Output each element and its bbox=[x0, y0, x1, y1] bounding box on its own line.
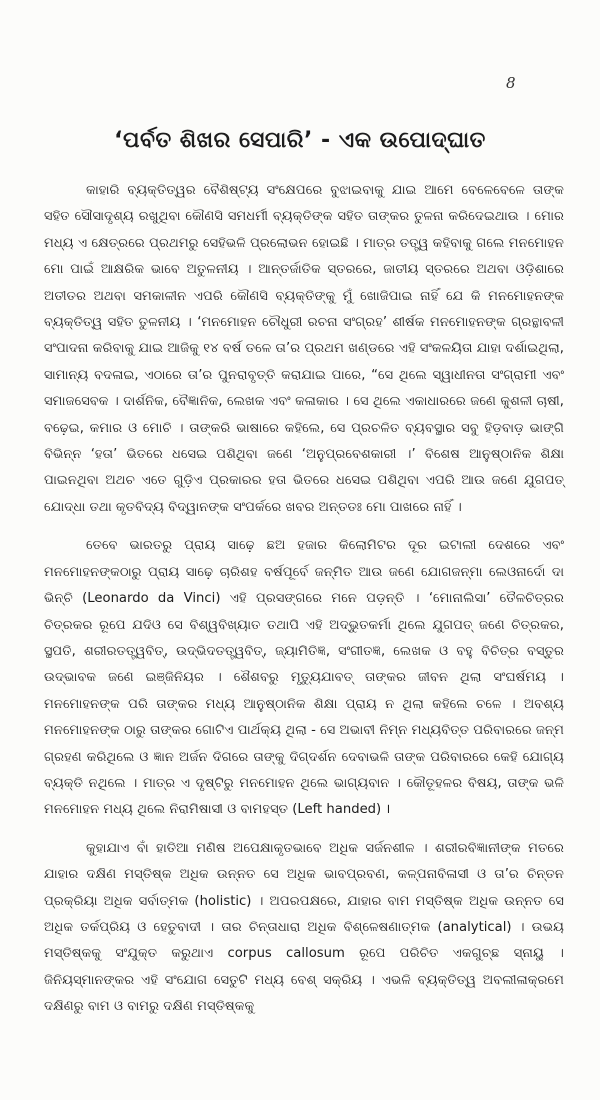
page-number: 8 bbox=[506, 74, 516, 92]
paragraph: ତେବେ ଭାରତରୁ ପ୍ରାୟ ସାଢ଼େ ଛଅ ହଜାର କିଲୋମିଟର ଦୂର ଇଟାଲୀ ଦେଶରେ ଏବଂ ମନମୋହନଙ୍କଠାରୁ ପ୍ରାୟ ସାଢ଼େ ଚାରିଶହ ବର୍ଷପୂର୍ବେ ଜନ୍ମିତ ଆଉ ଜଣେ ଯୋଗଜନ୍ମା ଲେଓନାର୍ଦୋ ଦା ଭିନ୍ଚି (Leonardo da Vinci) ଏହି ପ୍ରସଙ୍ଗରେ ମନେ ପଡ଼ନ୍ତି । ‘ମୋନାଲିସା’ ତୈଳଚିତ୍ରର ଚିତ୍ରକର ରୂପେ ଯଦିଓ ସେ ବିଶ୍ୱବିଖ୍ୟାତ ତଥାପି ଏହି ଅଦ୍ଭୁତକର୍ମା ଥିଲେ ଯୁଗପତ୍ ଜଣେ ଚିତ୍ରକର, ସ୍ଥପତି, ଶରୀରତତ୍ତ୍ୱବିତ୍, ଉଦ୍ଭିଦତତ୍ତ୍ୱବିତ୍, ଜ୍ୟାମିତିଜ୍ଞ, ସଂଗୀତଜ୍ଞ, ଲେଖକ ଓ ବହୁ ବିଚିତ୍ର ବସ୍ତୁର ଉଦ୍ଭାବକ ଜଣେ ଇଞ୍ଜିନିୟର । ଶୈଶବରୁ ମୃତ୍ୟୁଯାବତ୍ ତାଙ୍କର ଜୀବନ ଥିଲା ସଂଘର୍ଷମୟ । ମନମୋହନଙ୍କ ପରି ତାଙ୍କର ମଧ୍ୟ ଆନୁଷ୍ଠାନିକ ଶିକ୍ଷା ପ୍ରାୟ ନ ଥିଲା କହିଲେ ଚଳେ । ଅବଶ୍ୟ ମନମୋହନଙ୍କ ଠାରୁ ତାଙ୍କର ଗୋଟିଏ ପାର୍ଥକ୍ୟ ଥିଲା - ସେ ଅଭାବୀ ନିମ୍ନ ମଧ୍ୟବିତ୍ତ ପରିବାରରେ ଜନ୍ମ ଗ୍ରହଣ କରିଥିଲେ ଓ ଜ୍ଞାନ ଅର୍ଜନ ଦିଗରେ ତାଙ୍କୁ ଦିଗ୍‌ଦର୍ଶନ ଦେବାଭଳି ତାଙ୍କ ପରିବାରରେ କେହି ଯୋଗ୍ୟ ବ୍ୟକ୍ତି ନଥିଲେ । ମାତ୍ର ଏ ଦୃଷ୍ଟିରୁ ମନମୋହନ ଥିଲେ ଭାଗ୍ୟବାନ । କୌତୂହଳର ବିଷୟ, ତାଙ୍କ ଭଳି ମନମୋହନ ମଧ୍ୟ ଥିଲେ ନିରାମିଷାସୀ ଓ ବାମହସ୍ତ (Left handed) । bbox=[44, 538, 564, 818]
paragraph: କାହାରି ବ୍ୟକ୍ତିତ୍ୱର ବୈଶିଷ୍ଟ୍ୟ ସଂକ୍ଷେପରେ ବୁଝାଇବାକୁ ଯାଇ ଆମେ ବେଳେବେଳେ ତାଙ୍କ ସହିତ ସୌସାଦୃଶ୍ୟ ରଖୁଥିବା କୌଣସି ସମଧର୍ମୀ ବ୍ୟକ୍ତିଙ୍କ ସହିତ ତାଙ୍କର ତୁଳନା କରିଦେଇଥାଉ । ମୋର ମଧ୍ୟ ଏ କ୍ଷେତ୍ରରେ ପ୍ରଥମରୁ ସେହିଭଳି ପ୍ରଲୋଭନ ହୋଇଛି । ମାତ୍ର ତତ୍ତ୍ୱ କହିବାକୁ ଗଲେ ମନମୋହନ ମୋ ପାଇଁ ଆକ୍ଷରିକ ଭାବେ ଅତୁଳନୀୟ । ଆନ୍ତର୍ଜାତିକ ସ୍ତରରେ, ଜାତୀୟ ସ୍ତରରେ ଅଥବା ଓଡ଼ିଶାରେ ଅତୀତର ଅଥବା ସମକାଳୀନ ଏପରି କୌଣସି ବ୍ୟକ୍ତିଙ୍କୁ ମୁଁ ଖୋଜିପାଇ ନାହିଁ ଯେ କି ମନମୋହନଙ୍କ ବ୍ୟକ୍ତିତ୍ୱ ସହିତ ତୁଳନୀୟ । ‘ମନମୋହନ ଚୌଧୁରୀ ରଚନା ସଂଗ୍ରହ’ ଶୀର୍ଷକ ମନମୋହନଙ୍କ ଗ୍ରନ୍ଥାବଳୀ ସଂପାଦନା କରିବାକୁ ଯାଇ ଆଜିକୁ ୧୪ ବର୍ଷ ତଳେ ତା’ର ପ୍ରଥମ ଖଣ୍ଡରେ ଏହି ସଂକଳୟିତା ଯାହା ଦର୍ଶାଇଥିଲା, ସାମାନ୍ୟ ବଦଳାଇ, ଏଠାରେ ତା’ର ପୁନରାବୃତ୍ତି କରାଯାଇ ପାରେ, “ସେ ଥିଲେ ସ୍ୱାଧୀନତା ସଂଗ୍ରାମୀ ଏବଂ ସମାଜସେବକ । ଦାର୍ଶନିକ, ବୈଜ୍ଞାନିକ, ଲେଖକ ଏବଂ କଳାକାର । ସେ ଥିଲେ ଏକାଧାରରେ ଜଣେ କୁଶଳୀ ଚାଷୀ, ବଢ଼େଇ, କମାର ଓ ମୋଚି । ତାଙ୍କରି ଭାଷାରେ କହିଲେ, ସେ ପ୍ରଚଳିତ ବ୍ୟବସ୍ଥାର ସବୁ ହିଡ଼ବାଡ଼ ଭାଙ୍ଗି ବିଭିନ୍ନ ‘ହତା’ ଭିତରେ ଧସେଇ ପଶିଥିବା ଜଣେ ‘ଅନୁପ୍ରବେଶକାରୀ ।’ ବିଶେଷ ଆନୁଷ୍ଠାନିକ ଶିକ୍ଷା ପାଇନଥିବା ଅଥଚ ଏତେ ଗୁଡ଼ିଏ ପ୍ରକାରର ହତା ଭିତରେ ଧସେଇ ପଶିଥିବା ଏପରି ଆଉ ଜଣେ ଯୁଗପତ୍ ଯୋଦ୍ଧା ତଥା କୃତବିଦ୍ୟ ବିଦ୍ୱାନଙ୍କ ସଂପର୍କରେ ଖବର ଅନ୍ତତଃ ମୋ ପାଖରେ ନାହିଁ । bbox=[44, 183, 564, 515]
chapter-title: ‘ପର୍ବତ ଶିଖର ସେପାରି’ - ଏକ ଉପୋଦ୍‌ଘାତ bbox=[114, 128, 486, 153]
body-text bbox=[44, 178, 564, 1021]
paragraph: କୁହାଯାଏ ବାଁ ହାତିଆ ମଣିଷ ଅପେକ୍ଷାକୃତଭାବେ ଅଧିକ ସର୍ଜନଶୀଳ । ଶରୀରବିଜ୍ଞାନୀଙ୍କ ମତରେ ଯାହାର ଦକ୍ଷିଣ ମସ୍ତିଷ୍କ ଅଧିକ ଉନ୍ନତ ସେ ଅଧିକ ଭାବପ୍ରବଣ, କଳ୍ପନାବିଳାସୀ ଓ ତା’ର ଚିନ୍ତନ ପ୍ରକ୍ରିୟା ଅଧିକ ସର୍ବାତ୍ମକ (holistic) । ଅପରପକ୍ଷରେ, ଯାହାର ବାମ ମସ୍ତିଷ୍କ ଅଧିକ ଉନ୍ନତ ସେ ଅଧିକ ତର୍କପ୍ରିୟ ଓ ହେତୁବାଦୀ । ତାର ଚିନ୍ତାଧାରା ଅଧିକ ବିଶ୍ଳେଷଣାତ୍ମକ (analytical) । ଉଭୟ ମସ୍ତିଷ୍କକୁ ସଂଯୁକ୍ତ କରୁଥାଏ corpus callosum ରୂପେ ପରିଚିତ ଏକଗୁଚ୍ଛ ସ୍ନାୟୁ । ଜିନିୟସ୍‌ମାନଙ୍କର ଏହି ସଂଯୋଗ ସେତୁଟି ମଧ୍ୟ ବେଶ୍ ସକ୍ରିୟ । ଏଭଳି ବ୍ୟକ୍ତିତ୍ୱ ଅବଲୀଳାକ୍ରମେ ଦକ୍ଷିଣରୁ ବାମ ଓ ବାମରୁ ଦକ୍ଷିଣ ମସ୍ତିଷ୍କକୁ bbox=[44, 840, 564, 1015]
